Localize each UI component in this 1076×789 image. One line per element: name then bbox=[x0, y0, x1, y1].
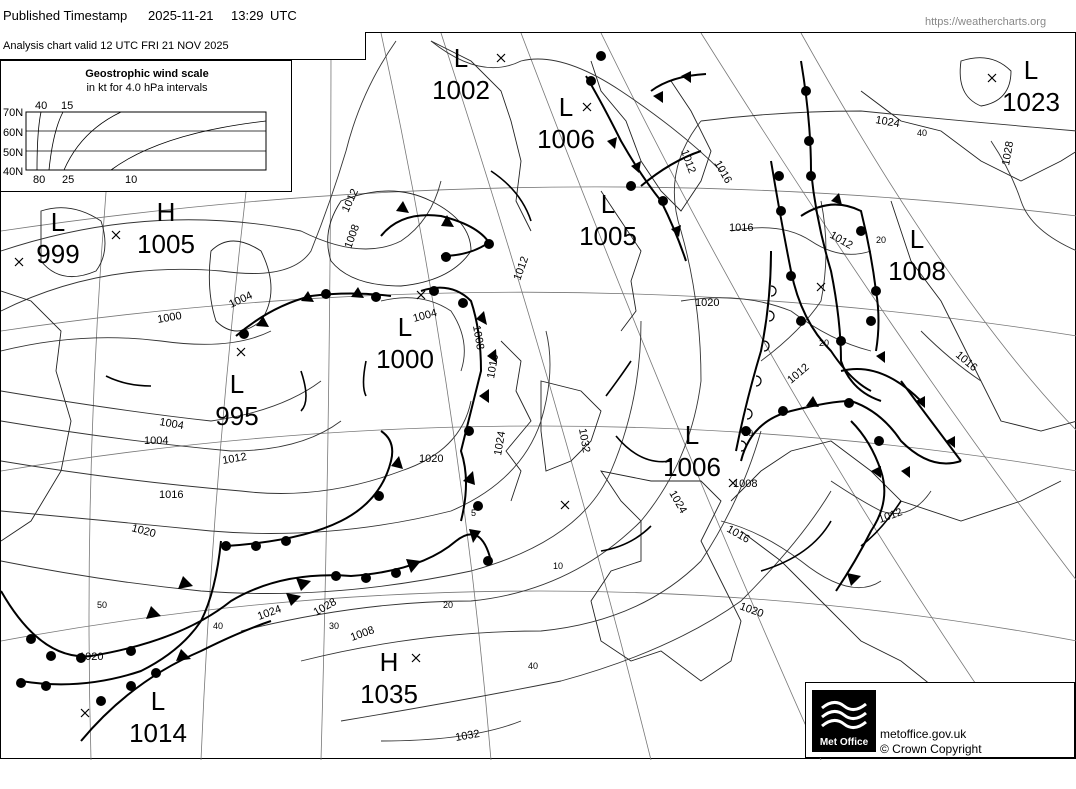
centre-value: 1035 bbox=[360, 679, 418, 709]
met-office-credit bbox=[805, 682, 1075, 758]
wind-label: 40 bbox=[528, 661, 539, 671]
isobar-label: 1028 bbox=[1000, 140, 1017, 167]
centre-value: 1014 bbox=[129, 718, 187, 748]
wind-label: 5 bbox=[471, 508, 477, 518]
geostrophic-wind-scale bbox=[0, 60, 292, 192]
analysis-title: Analysis chart valid 12 UTC FRI 21 NOV 2025 bbox=[3, 40, 229, 52]
wind-scale-speed: 25 bbox=[62, 174, 75, 186]
copyright: © Crown Copyright bbox=[880, 742, 982, 756]
isobar-label: 1016 bbox=[729, 222, 754, 234]
isobar-label: 1032 bbox=[576, 427, 593, 454]
isobar-label: 1020 bbox=[79, 651, 104, 663]
wind-label: 20 bbox=[819, 338, 830, 348]
isobar-label: 1012 bbox=[511, 254, 532, 283]
wind-label: 40 bbox=[213, 621, 224, 631]
isobar-label: 1008 bbox=[348, 624, 377, 644]
wind-scale-subtitle: in kt for 4.0 hPa intervals bbox=[86, 82, 208, 94]
isobar-label: 1012 bbox=[785, 361, 812, 387]
isobar-label: 1016 bbox=[724, 523, 752, 546]
isobar-label: 1016 bbox=[159, 489, 184, 501]
centre-value: 999 bbox=[36, 239, 80, 269]
centre-type: H bbox=[379, 647, 399, 677]
isobar-label: 1024 bbox=[492, 430, 509, 457]
isobar-label: 1004 bbox=[411, 306, 439, 325]
isobar-label: 1020 bbox=[695, 297, 720, 309]
isobar-label: 1024 bbox=[255, 603, 284, 623]
isobar-label: 1004 bbox=[144, 435, 169, 447]
wind-scale-speed: 40 bbox=[35, 100, 48, 112]
centre-type: L bbox=[684, 420, 700, 450]
published-time: 13:29 bbox=[231, 8, 264, 23]
isobar-label: 1012 bbox=[339, 187, 362, 215]
centre-type: L bbox=[50, 207, 66, 237]
published-label: Published Timestamp bbox=[3, 8, 128, 23]
centre-type: L bbox=[397, 312, 413, 342]
centre-type: L bbox=[453, 43, 469, 73]
wind-labels bbox=[97, 128, 927, 671]
published-timezone: UTC bbox=[270, 8, 297, 23]
wind-label: 30 bbox=[329, 621, 340, 631]
wind-label: 40 bbox=[917, 128, 928, 138]
wind-label: 50 bbox=[97, 600, 108, 610]
centre-value: 995 bbox=[215, 401, 259, 431]
published-date: 2025-11-21 bbox=[148, 8, 214, 23]
centre-type: L bbox=[150, 686, 166, 716]
isobar-label: 1012 bbox=[221, 450, 248, 467]
isobar-label: 1012 bbox=[876, 506, 905, 526]
isobar-label: 1024 bbox=[666, 488, 690, 516]
centre-value: 1000 bbox=[376, 344, 434, 374]
wind-scale-diagram bbox=[1, 61, 291, 191]
centre-value: 1002 bbox=[432, 75, 490, 105]
analysis-title-box bbox=[0, 32, 366, 60]
isobar-label: 1016 bbox=[953, 349, 980, 375]
centre-type: H bbox=[156, 197, 176, 227]
met-office-logo bbox=[812, 690, 876, 752]
isobar-label: 1024 bbox=[874, 114, 901, 131]
source-url[interactable]: https://weathercharts.org bbox=[925, 16, 1047, 28]
centre-value: 1006 bbox=[537, 124, 595, 154]
centre-type: L bbox=[1023, 55, 1039, 85]
wind-label: 20 bbox=[443, 600, 454, 610]
isobar-label: 1020 bbox=[737, 600, 766, 621]
header-bar bbox=[0, 0, 1076, 32]
wind-scale-speed: 80 bbox=[33, 174, 46, 186]
wind-label: 20 bbox=[876, 235, 887, 245]
wind-scale-speed: 10 bbox=[125, 174, 138, 186]
centre-type: L bbox=[909, 224, 925, 254]
isobar-label: 1000 bbox=[156, 309, 183, 326]
centre-value: 1008 bbox=[888, 256, 946, 286]
isobar-label: 1032 bbox=[454, 727, 481, 744]
centre-value: 1005 bbox=[137, 229, 195, 259]
isobar-label: 1008 bbox=[342, 222, 363, 251]
centre-type: L bbox=[229, 369, 245, 399]
centre-value: 1023 bbox=[1002, 87, 1060, 117]
wind-scale-lat: 40N bbox=[3, 166, 24, 178]
met-office-logo-text: Met Office bbox=[819, 737, 869, 748]
met-office-waves-icon bbox=[812, 690, 876, 738]
wind-scale-speed: 15 bbox=[61, 100, 74, 112]
centre-value: 1005 bbox=[579, 221, 637, 251]
centre-value: 1006 bbox=[663, 452, 721, 482]
isobar-label: 1012 bbox=[827, 229, 855, 252]
isobar-label: 1004 bbox=[158, 416, 185, 433]
isobar-label: 1028 bbox=[311, 595, 339, 619]
isobar-label: 1016 bbox=[711, 158, 735, 186]
isobar-label: 1020 bbox=[419, 453, 444, 465]
wind-scale-lat: 50N bbox=[3, 147, 24, 159]
isobar-label: 1008 bbox=[470, 324, 487, 351]
isobar-label: 1016 bbox=[485, 353, 502, 380]
centre-type: L bbox=[600, 189, 616, 219]
isobar-label: 1020 bbox=[130, 522, 157, 541]
isobar-label: 1012 bbox=[678, 147, 698, 176]
wind-scale-lat: 70N bbox=[3, 107, 24, 119]
isobar-label: 1008 bbox=[733, 478, 758, 490]
wind-scale-lat: 60N bbox=[3, 127, 24, 139]
isobar-label: 1004 bbox=[227, 289, 255, 311]
wind-label: 10 bbox=[743, 428, 754, 438]
wind-label: 10 bbox=[553, 561, 564, 571]
wind-scale-title: Geostrophic wind scale bbox=[85, 68, 209, 80]
met-office-site[interactable]: metoffice.gov.uk bbox=[880, 727, 967, 741]
centre-type: L bbox=[558, 92, 574, 122]
